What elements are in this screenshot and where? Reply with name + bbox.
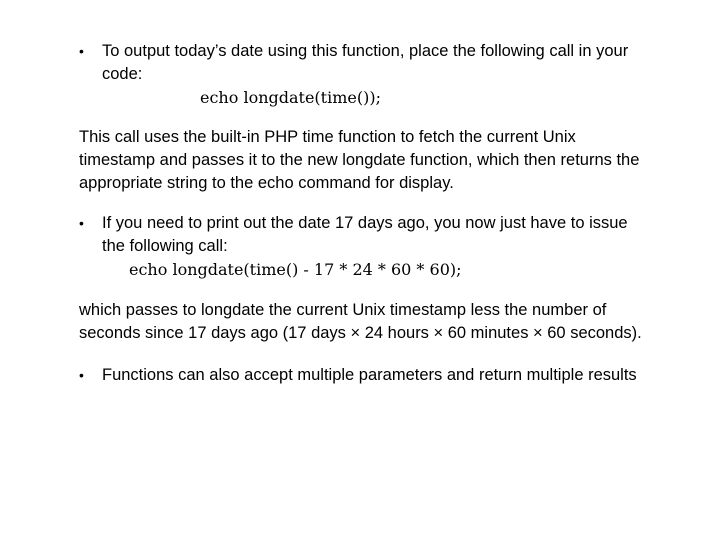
bullet-icon: • — [79, 43, 84, 59]
bullet-17-days-ago — [79, 212, 699, 281]
bullet-icon: • — [79, 215, 84, 231]
paragraph-line: which passes to longdate the current Unix timestamp less the number of — [79, 301, 607, 319]
bullet-text-line: the following call: — [102, 237, 228, 255]
paragraph-line: seconds since 17 days ago (17 days × 24 hours × 60 minutes × 60 seconds). — [79, 324, 642, 342]
bullet-row — [79, 212, 699, 258]
bullet-icon: • — [79, 367, 84, 383]
paragraph-timestamp-explanation — [79, 299, 704, 345]
code-snippet-longdate-time: echo longdate(time()); — [200, 88, 381, 107]
bullet-text-line: If you need to print out the date 17 days ago, you now just have to issue — [102, 214, 628, 232]
paragraph-line: This call uses the built-in PHP time function to fetch the current Unix — [79, 128, 576, 146]
bullet-row — [79, 364, 699, 387]
bullet-today-date — [79, 40, 699, 109]
paragraph-line: timestamp and passes it to the new longdate function, which then returns the — [79, 151, 640, 169]
bullet-text-line: code: — [102, 65, 143, 83]
bullet-row — [79, 40, 699, 86]
bullet-text-line: To output today’s date using this function, place the following call in your — [102, 42, 629, 60]
bullet-text-line: Functions can also accept multiple parameters and return multiple results — [102, 366, 637, 384]
paragraph-line: appropriate string to the echo command for display. — [79, 174, 454, 192]
code-snippet-longdate-17-days: echo longdate(time() - 17 * 24 * 60 * 60); — [129, 260, 462, 279]
paragraph-time-explanation — [79, 126, 704, 195]
bullet-multiple-parameters — [79, 364, 699, 387]
